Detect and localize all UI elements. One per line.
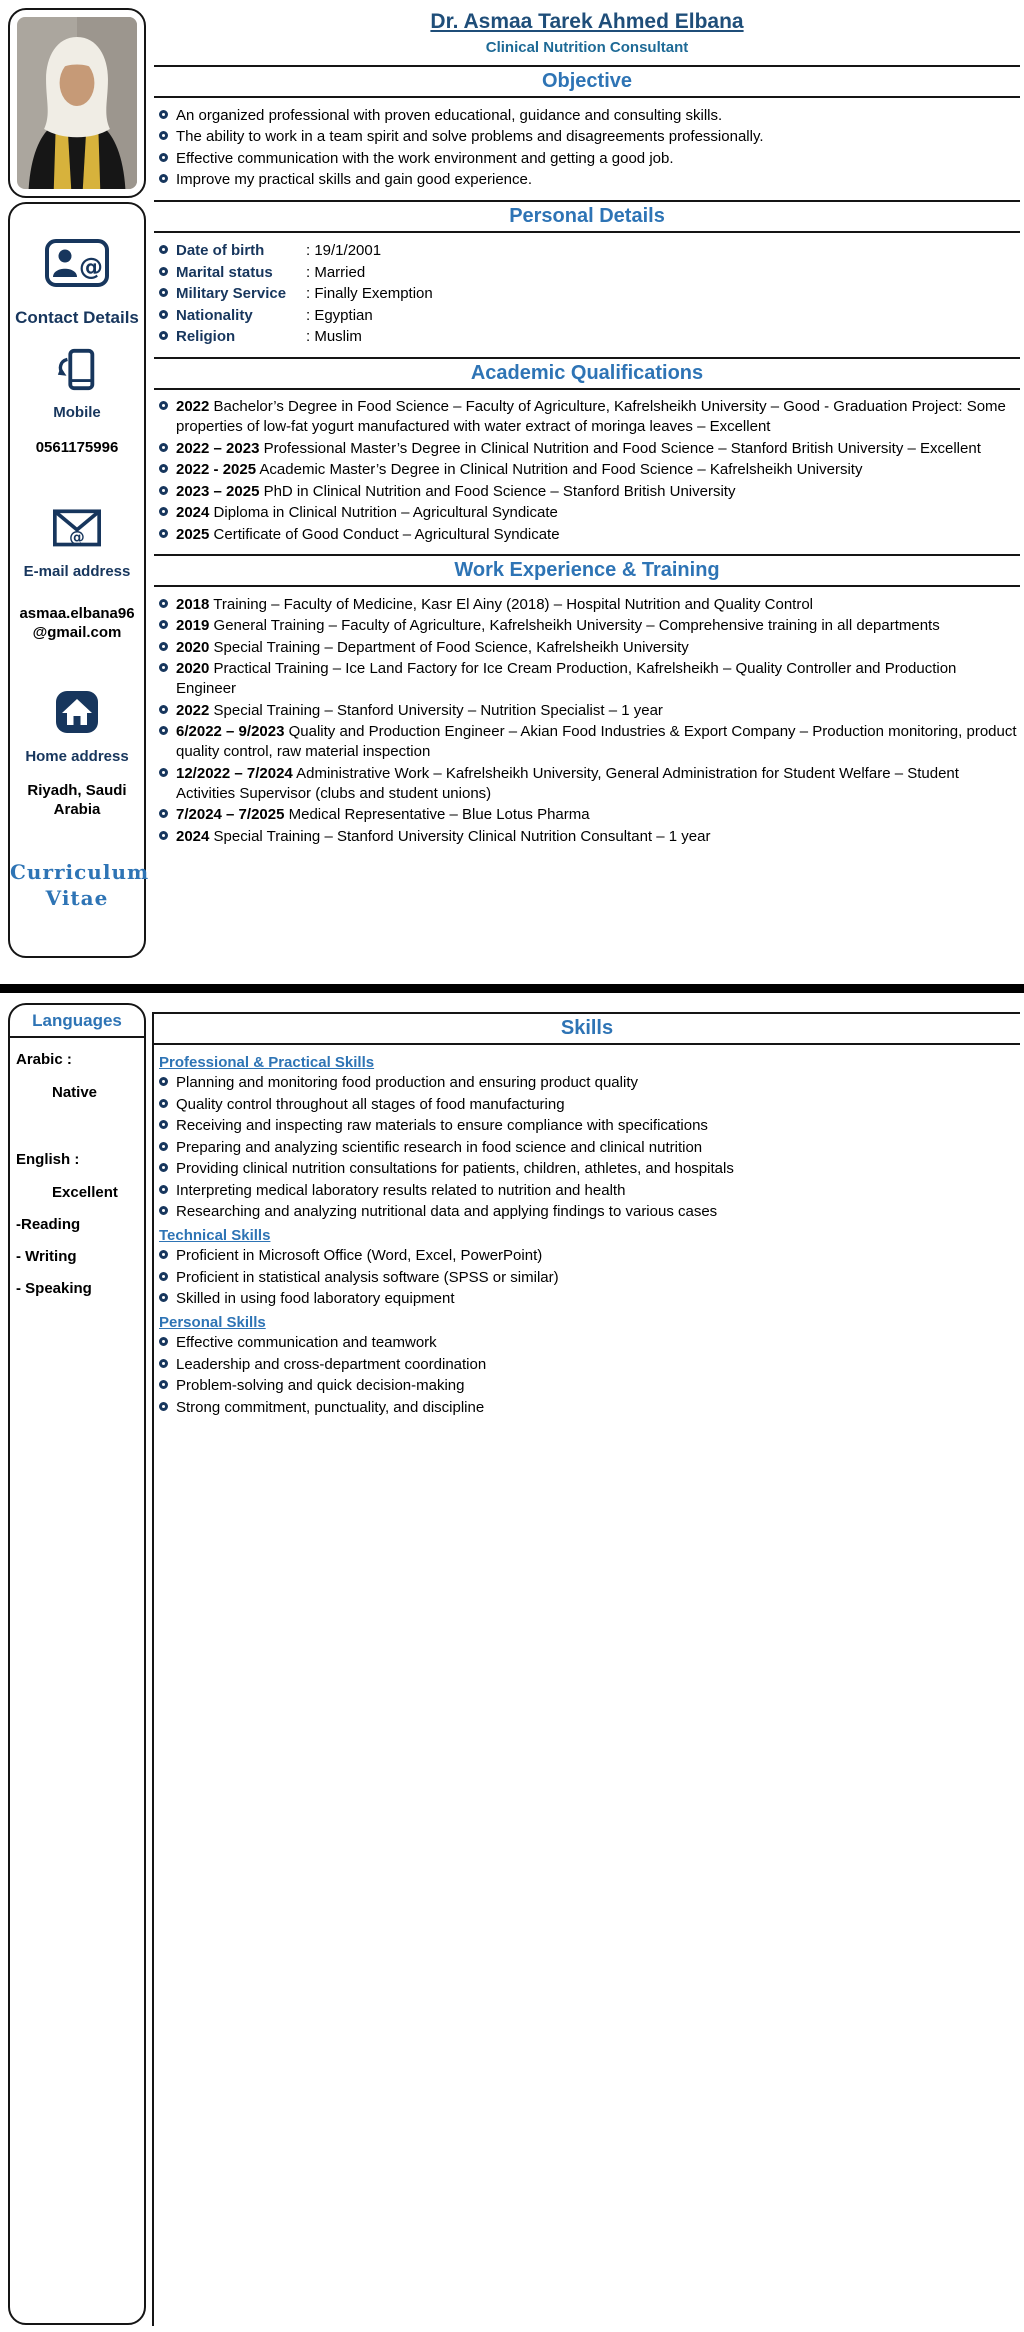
academic-qualifications-list [154, 390, 1020, 555]
bullet-item [159, 1116, 1018, 1136]
bullet-text: Proficient in Microsoft Office (Word, Excel, PowerPoint) [176, 1247, 543, 1264]
bullet-item [159, 127, 1018, 147]
section-heading-academic-qualifications: Academic Qualifications [154, 357, 1020, 390]
bullet-item [159, 1246, 1018, 1266]
personal-detail-row [159, 306, 1018, 325]
bullet-text: An organized professional with proven educational, guidance and consulting skills. [176, 106, 723, 124]
ring-bullet-icon [159, 1272, 168, 1281]
ring-bullet-icon [159, 1293, 168, 1302]
home-address-label: Home address [25, 748, 129, 765]
bullet-text: Effective communication and teamwork [176, 1334, 437, 1351]
bullet-text: 2022 - 2025 Academic Master’s Degree in Clinical Nutrition and Food Science – Kafrelsheikh University [176, 461, 863, 478]
language-line: - Writing [16, 1248, 77, 1265]
ring-bullet-icon [159, 1250, 168, 1259]
bullet-item [159, 170, 1018, 190]
bullet-item [159, 1355, 1018, 1375]
bullet-text: 12/2022 – 7/2024 Administrative Work – Kafrelsheikh University, General Administration for Student Welfare – Student Activities Supervisor (clubs and student unions) [176, 764, 959, 802]
bullet-item [159, 595, 1018, 615]
languages-list [10, 1038, 144, 1301]
section-heading-objective: Objective [154, 65, 1020, 98]
ring-bullet-icon [159, 1163, 168, 1172]
bullet-item [159, 439, 1018, 459]
ring-bullet-icon [159, 1185, 168, 1194]
bullet-item [159, 701, 1018, 721]
bullet-text: 2022 Bachelor’s Degree in Food Science – Faculty of Agriculture, Kafrelsheikh University – Good - Graduation Project: Some properties of low-fat yogurt manufactured with water extract of moringa leaves – Excellent [176, 398, 1006, 435]
ring-bullet-icon [159, 507, 168, 516]
bullet-text: 7/2024 – 7/2025 Medical Representative – Blue Lotus Pharma [176, 806, 590, 823]
bullet-item [159, 460, 1018, 480]
person-name: Dr. Asmaa Tarek Ahmed Elbana [430, 10, 744, 33]
bullet-text: 2020 Practical Training – Ice Land Factory for Ice Cream Production, Kafrelsheikh – Quality Controller and Production Engineer [176, 660, 957, 697]
ring-bullet-icon [159, 768, 168, 777]
bullet-item [159, 1138, 1018, 1158]
contact-card-icon [10, 238, 144, 288]
bullet-item [159, 397, 1018, 437]
personal-detail-value: : 19/1/2001 [306, 242, 382, 259]
bullet-item [159, 106, 1018, 126]
languages-heading: Languages [10, 1005, 144, 1038]
ring-bullet-icon [159, 486, 168, 495]
bullet-text: 2020 Special Training – Department of Food Science, Kafrelsheikh University [176, 638, 689, 656]
personal-detail-row [159, 263, 1018, 282]
bullet-item [159, 482, 1018, 502]
profile-photo [17, 17, 137, 189]
personal-detail-label: Marital status [176, 263, 273, 281]
bullet-text: 2018 Training – Faculty of Medicine, Kasr El Ainy (2018) – Hospital Nutrition and Quality Control [176, 595, 813, 613]
bullet-text: Planning and monitoring food production and ensuring product quality [176, 1074, 638, 1091]
ring-bullet-icon [159, 1142, 168, 1151]
ring-bullet-icon [159, 1206, 168, 1215]
ring-bullet-icon [159, 331, 168, 340]
bullet-item [159, 722, 1018, 762]
mobile-phone-icon [10, 346, 144, 392]
bullet-item [159, 503, 1018, 523]
bullet-text: 2024 Special Training – Stanford University Clinical Nutrition Consultant – 1 year [176, 827, 711, 845]
language-line: - Speaking [16, 1280, 92, 1297]
bullet-text: Improve my practical skills and gain good experience. [176, 171, 533, 188]
bullet-item [159, 1095, 1018, 1115]
bullet-text: Providing clinical nutrition consultations for patients, children, athletes, and hospitals [176, 1160, 734, 1177]
ring-bullet-icon [159, 1359, 168, 1368]
ring-bullet-icon [159, 131, 168, 140]
ring-bullet-icon [159, 288, 168, 297]
bullet-item [159, 1376, 1018, 1396]
ring-bullet-icon [159, 267, 168, 276]
work-experience-list [154, 587, 1020, 856]
language-line: Native [52, 1084, 98, 1101]
personal-details-list [154, 233, 1020, 357]
bullet-item [159, 525, 1018, 545]
bullet-text: 2022 Special Training – Stanford University – Nutrition Specialist – 1 year [176, 701, 663, 719]
bullet-item [159, 1289, 1018, 1309]
ring-bullet-icon [159, 174, 168, 183]
ring-bullet-icon [159, 809, 168, 818]
bullet-item [159, 638, 1018, 658]
bullet-text: Quality control throughout all stages of food manufacturing [176, 1095, 565, 1113]
ring-bullet-icon [159, 245, 168, 254]
contact-details-heading: Contact Details [15, 308, 139, 327]
ring-bullet-icon [159, 705, 168, 714]
ring-bullet-icon [159, 153, 168, 162]
bullet-text: Strong commitment, punctuality, and discipline [176, 1398, 485, 1416]
personal-detail-value: : Muslim [306, 328, 362, 345]
bullet-text: Skilled in using food laboratory equipment [176, 1290, 455, 1307]
bullet-text: 2024 Diploma in Clinical Nutrition – Agricultural Syndicate [176, 504, 558, 521]
language-line: Arabic : [16, 1051, 72, 1068]
personal-detail-value: : Egyptian [306, 306, 373, 324]
bullet-text: 2022 – 2023 Professional Master’s Degree in Clinical Nutrition and Food Science – Stanford British University – Excellent [176, 439, 981, 457]
personal-detail-row [159, 284, 1018, 303]
bullet-text: Proficient in statistical analysis software (SPSS or similar) [176, 1268, 559, 1286]
bullet-text: 2025 Certificate of Good Conduct – Agricultural Syndicate [176, 525, 560, 543]
personal-detail-value: : Finally Exemption [306, 285, 433, 302]
email-label: E-mail address [23, 563, 131, 580]
email-icon [10, 507, 144, 547]
bullet-item [159, 149, 1018, 169]
ring-bullet-icon [159, 726, 168, 735]
language-line: English : [16, 1151, 80, 1168]
ring-bullet-icon [159, 831, 168, 840]
bullet-text: Leadership and cross-department coordination [176, 1355, 487, 1373]
photo-frame [8, 8, 146, 198]
bullet-item [159, 1202, 1018, 1222]
language-line: -Reading [16, 1216, 81, 1233]
personal-detail-value: : Married [306, 263, 366, 281]
personal-detail-label: Date of birth [176, 242, 265, 259]
svg-text:@: @ [79, 253, 103, 281]
ring-bullet-icon [159, 401, 168, 410]
bullet-text: Receiving and inspecting raw materials to ensure compliance with specifications [176, 1117, 708, 1134]
ring-bullet-icon [159, 1077, 168, 1086]
bullet-item [159, 805, 1018, 825]
ring-bullet-icon [159, 1099, 168, 1108]
personal-detail-label: Religion [176, 328, 236, 345]
personal-detail-row [159, 241, 1018, 260]
bullet-text: 6/2022 – 9/2023 Quality and Production Engineer – Akian Food Industries & Export Company – Production monitoring, product quality control, raw material inspection [176, 723, 1017, 760]
skills-group-title: Personal Skills [159, 1314, 266, 1331]
svg-text:@: @ [69, 526, 85, 546]
ring-bullet-icon [159, 1402, 168, 1411]
bullet-text: Researching and analyzing nutritional data and applying findings to various cases [176, 1203, 718, 1220]
ring-bullet-icon [159, 620, 168, 629]
bullet-item [159, 1159, 1018, 1179]
mobile-value: 0561175996 [35, 439, 119, 456]
curriculum-vitae-label: Curriculum Vitae [10, 860, 150, 910]
bullet-text: Problem-solving and quick decision-making [176, 1377, 465, 1394]
section-heading-personal-details: Personal Details [154, 200, 1020, 233]
bullet-text: Preparing and analyzing scientific research in food science and clinical nutrition [176, 1138, 703, 1156]
home-address-value: Riyadh, Saudi Arabia [27, 782, 127, 818]
bullet-text: Effective communication with the work environment and getting a good job. [176, 149, 674, 167]
contact-sidebar [8, 202, 150, 958]
bullet-item [159, 659, 1018, 699]
ring-bullet-icon [159, 529, 168, 538]
ring-bullet-icon [159, 1337, 168, 1346]
bullet-item [159, 1181, 1018, 1201]
ring-bullet-icon [159, 642, 168, 651]
page-break-bar [0, 984, 1024, 993]
person-title: Clinical Nutrition Consultant [485, 39, 689, 56]
email-value: asmaa.elbana96 @gmail.com [19, 605, 135, 641]
ring-bullet-icon [159, 1380, 168, 1389]
home-icon [10, 690, 144, 734]
bullet-text: The ability to work in a team spirit and solve problems and disagreements professionally. [176, 128, 764, 145]
bullet-item [159, 827, 1018, 847]
ring-bullet-icon [159, 310, 168, 319]
languages-sidebar [8, 1003, 146, 2325]
skills-group-title: Technical Skills [159, 1227, 271, 1244]
section-heading-skills: Skills [154, 1012, 1020, 1045]
section-heading-work-experience: Work Experience & Training [154, 554, 1020, 587]
bullet-item [159, 1333, 1018, 1353]
bullet-text: Interpreting medical laboratory results related to nutrition and health [176, 1181, 626, 1199]
ring-bullet-icon [159, 599, 168, 608]
cv-main-page2 [152, 1012, 1020, 2326]
personal-detail-label: Nationality [176, 306, 253, 324]
personal-detail-row [159, 327, 1018, 346]
objective-list [154, 98, 1020, 200]
bullet-text: 2023 – 2025 PhD in Clinical Nutrition and Food Science – Stanford British University [176, 482, 736, 500]
bullet-item [159, 616, 1018, 636]
personal-detail-label: Military Service [176, 285, 287, 302]
bullet-item [159, 1398, 1018, 1418]
ring-bullet-icon [159, 663, 168, 672]
bullet-text: 2019 General Training – Faculty of Agriculture, Kafrelsheikh University – Comprehensive training in all departments [176, 617, 940, 634]
ring-bullet-icon [159, 110, 168, 119]
mobile-label: Mobile [53, 404, 101, 421]
cv-main-page1 [154, 8, 1020, 856]
bullet-item [159, 1268, 1018, 1288]
bullet-item [159, 764, 1018, 804]
bullet-item [159, 1073, 1018, 1093]
ring-bullet-icon [159, 1120, 168, 1129]
skills-groups [154, 1045, 1020, 1427]
skills-group-title: Professional & Practical Skills [159, 1054, 375, 1071]
language-line: Excellent [52, 1184, 118, 1201]
ring-bullet-icon [159, 443, 168, 452]
ring-bullet-icon [159, 464, 168, 473]
